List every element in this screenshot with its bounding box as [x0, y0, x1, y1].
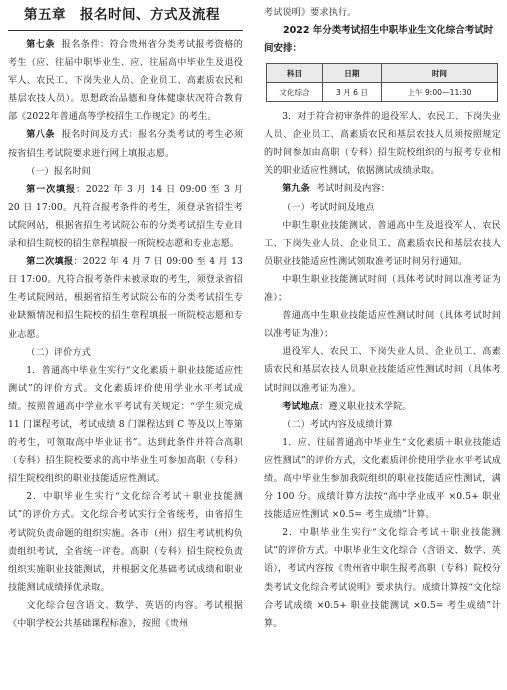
exam-note-2: 中职生职业技能测试时间（具体考试时间以准考证为准）；: [264, 274, 501, 304]
eval-item-1: 1．普通高中毕业生实行“文化素质＋职业技能适应性测试”的评价方式。文化素质评价使用学业水平考试成绩。按照普通高中学业水平考试有关规定：“学生须完成 11 门课程考试，考试成绩 8 门课程达到 C 等及以上等第的考生，可领取高中毕业证书”。达到此条件并符合高职（专科）招生院校要求的高中毕业生可参加高职（专科）招生院校组织的职业技能适应性测试。: [8, 365, 243, 485]
article-8-text: 报名时间及方式：报名分类考试的考生必须按省招生考试院要求进行网上填报志愿。: [8, 130, 244, 159]
chapter-heading: 第五章 报名时间、方式及流程: [8, 0, 243, 31]
second-round-text: ：2022 年 4 月 7 日 09:00 至 4 月 13 日 17:00。凡符合报考条件未被录取的考生，须登录省招生考试院网站，根据省招生考试院公布的分类考试招生专业缺额情况和招生院校的招生章程填报一所院校志愿和专业志愿。: [8, 257, 243, 340]
eval-item-2: 2．中职毕业生实行“文化综合考试＋职业技能测试”的评价方式。文化综合考试实行全省统考，由省招生考试院负责命题的组织实施。各市（州）招生考试机构负责组织考试，全省统一评卷。高职（专科）招生院校负责组织实施职业技能测试，并根据文化基础考试成绩和职业技能测试成绩择优录取。: [8, 492, 243, 593]
table-cell: 3 月 6 日: [322, 83, 381, 102]
culture-subjects: 文化综合包含语文、数学、英语的内容。考试根据《中职学校公共基础课程标准》，按照《贵州: [8, 600, 243, 629]
left-column: [8, 0, 243, 633]
first-round: [8, 181, 243, 253]
table-header: 日期: [322, 64, 381, 83]
exam-venue-text: ：遵义职业技术学院。: [319, 401, 412, 412]
article-7-label: 第七条: [26, 40, 55, 50]
exam-venue: [264, 398, 501, 416]
exam-venue-label: 考试地点: [282, 401, 320, 412]
table-header-row: [267, 64, 498, 83]
table-cell: 上午 9:00—11:30: [381, 83, 497, 102]
section-registration-time: （一）报名时间: [26, 166, 91, 177]
article-9: [264, 180, 501, 198]
article-9-text: 考试时间及内容：: [316, 184, 390, 195]
table-header: 时间: [381, 64, 497, 83]
exam-note-4: 退役军人、农民工、下岗失业人员、企业员工、高素质农民和基层农技人员职业技能适应性测试时间（具体考试时间以准考证为准）。: [264, 347, 501, 394]
section-evaluation: （二）评价方式: [26, 347, 91, 358]
section-content-scoring: （二）考试内容及成绩计算: [282, 419, 394, 430]
scoring-item-2: 2．中职毕业生实行“文化综合考试＋职业技能测试”的评价方式。中职毕业生文化综合（含语文、数学、英语），考试内容按《贵州省中职生报考高职（专科）院校分类考试文化综合考试说明》要求执行。成绩计算按“文化综合考试成绩 ×0.5+ 职业技能测试 ×0.5= 考生成绩”计算。: [264, 528, 501, 629]
second-round-label: 第二次填报: [26, 257, 74, 268]
eval-item-3: 3．对于符合初审条件的退役军人、农民工、下岗失业人员、企业员工、高素质农民和基层农技人员须按照规定的时间参加由高职（专科）招生院校组织的与报考专业相关的职业适应性测试，依据测试成绩录取。: [264, 112, 501, 177]
right-column: [264, 0, 501, 633]
article-8-label: 第八条: [26, 130, 55, 141]
exam-note-1: 中职生职业技能测试、普通高中生及退役军人、农民工、下岗失业人员、企业员工、高素质农民和基层农技人员职业技能适应性测试领取准考证时间另行通知。: [264, 220, 501, 267]
table-row: [267, 83, 498, 102]
table-cell: 文化综合: [267, 83, 323, 102]
first-round-label: 第一次填报: [26, 184, 76, 195]
section-exam-time: （一）考试时间及地点: [282, 202, 375, 213]
continued-text: 考试说明》要求执行。: [264, 8, 357, 18]
scoring-item-1: 1．应、往届普通高中毕业生“文化素质＋职业技能适应性测试”的评价方式，文化素质评价使用学业水平考试成绩。高中毕业生参加我院组织的职业技能适应性测试，满分 100 分。成绩计算方法按“高中学业成平 ×0.5+ 职业技能适应性测试 ×0.5= 考生成绩”计算。: [264, 437, 501, 521]
article-7-text: 报名条件：符合贵州省分类考试报考资格的考生（应、往届中职毕业生、应、往届高中毕业生及退役军人、农民工、下岗失业人员、企业员工、高素质农民和基层农技人员）。思想政治品德和身体健康状况符合教育部《2022年普通高等学校招生工作规定》的考生。: [8, 40, 244, 123]
exam-note-3: 普通高中生职业技能适应性测试时间（具体考试时间以准考证为准）；: [264, 311, 501, 340]
article-8: [8, 126, 243, 162]
table-header: 科目: [267, 64, 323, 83]
second-round: [8, 253, 243, 343]
exam-schedule-title: 2022 年分类考试招生中职毕业生文化综合考试时间安排：: [264, 25, 494, 55]
exam-schedule-table: [266, 63, 498, 102]
first-round-text: ：2022 年 3 月 14 日 09:00 至 3 月 20 日 17:00。凡符合报考条件的考生，须登录省招生考试院网站，根据省招生考试院公布的分类考试招生专业目录和招生院校的招生章程填报一所院校志愿和专业志愿。: [8, 184, 243, 250]
article-7: [8, 36, 243, 126]
article-9-label: 第九条: [282, 184, 310, 195]
